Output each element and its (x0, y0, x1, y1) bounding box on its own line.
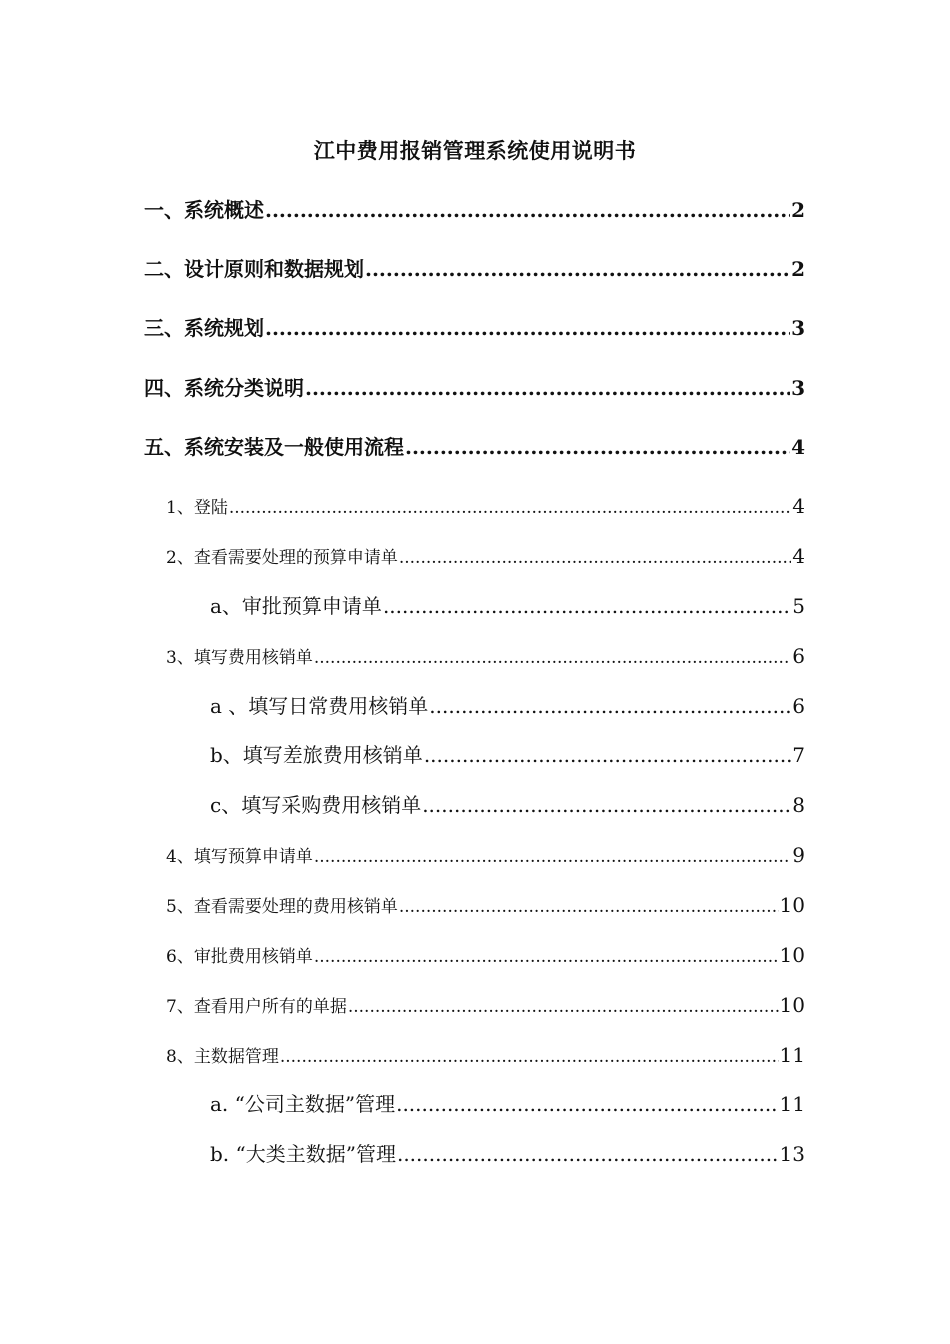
toc-entry-fill-expense-writeoff[interactable] (166, 644, 805, 670)
toc-leader-dots (314, 845, 791, 869)
toc-entry-label: 四、系统分类说明 (144, 376, 304, 400)
toc-entry-label: 3、填写费用核销单 (166, 648, 313, 668)
toc-page-number: 9 (792, 843, 805, 867)
toc-leader-dots (305, 374, 790, 402)
toc-page-number: 4 (792, 544, 805, 568)
toc-leader-dots (429, 692, 791, 720)
toc-entry-login[interactable] (166, 494, 805, 520)
toc-page-number: 11 (779, 1092, 805, 1116)
toc-page-number: 3 (791, 316, 805, 340)
toc-entry-label: 8、主数据管理 (166, 1047, 279, 1067)
toc-page-number: 10 (779, 943, 805, 967)
toc-page-number: 8 (792, 793, 805, 817)
toc-entry-design-principles[interactable] (144, 255, 805, 283)
toc-leader-dots (265, 196, 790, 224)
toc-page-number: 6 (792, 694, 805, 718)
toc-entry-approve-budget-request[interactable] (210, 592, 805, 620)
toc-entry-label: 7、查看用户所有的单据 (166, 997, 347, 1017)
toc-leader-dots (348, 995, 779, 1019)
toc-entry-label: b、填写差旅费用核销单 (210, 743, 423, 767)
toc-leader-dots (397, 1140, 779, 1168)
toc-leader-dots (314, 646, 791, 670)
toc-entry-label: 6、审批费用核销单 (166, 947, 313, 967)
toc-entry-daily-expense-writeoff[interactable] (210, 692, 805, 720)
toc-entry-label: 2、查看需要处理的预算申请单 (166, 548, 398, 568)
toc-page-number: 2 (791, 198, 805, 222)
toc-entry-label: a 、填写日常费用核销单 (210, 694, 429, 718)
toc-entry-system-overview[interactable] (144, 196, 805, 224)
toc-entry-label: a. “公司主数据”管理 (210, 1092, 396, 1116)
toc-leader-dots (365, 255, 790, 283)
toc-entry-label: 4、填写预算申请单 (166, 847, 313, 867)
toc-entry-system-planning[interactable] (144, 314, 805, 342)
toc-page-number: 3 (791, 376, 805, 400)
toc-page-number: 4 (792, 494, 805, 518)
toc-entry-master-data-management[interactable] (166, 1043, 805, 1069)
toc-entry-label: 一、系统概述 (144, 198, 264, 222)
toc-entry-view-budget-requests[interactable] (166, 544, 805, 570)
toc-entry-label: 三、系统规划 (144, 316, 264, 340)
toc-entry-label: 1、登陆 (166, 498, 228, 518)
toc-entry-label: 5、查看需要处理的费用核销单 (166, 897, 398, 917)
toc-leader-dots (405, 433, 790, 461)
toc-leader-dots (422, 791, 791, 819)
toc-entry-label: 五、系统安装及一般使用流程 (144, 435, 404, 459)
document-title: 江中费用报销管理系统使用说明书 (313, 138, 637, 163)
toc-entry-travel-expense-writeoff[interactable] (210, 741, 805, 769)
toc-entry-label: b. “大类主数据”管理 (210, 1142, 396, 1166)
toc-page-number: 10 (779, 993, 805, 1017)
toc-leader-dots (424, 741, 791, 769)
toc-page-number: 10 (779, 893, 805, 917)
toc-leader-dots (399, 895, 779, 919)
toc-entry-installation-usage[interactable] (144, 433, 805, 461)
toc-leader-dots (280, 1045, 779, 1069)
toc-page-number: 11 (779, 1043, 805, 1067)
toc-entry-purchase-expense-writeoff[interactable] (210, 791, 805, 819)
toc-page-number: 7 (792, 743, 805, 767)
toc-entry-company-master-data[interactable] (210, 1090, 805, 1118)
toc-entry-view-expense-writeoffs[interactable] (166, 893, 805, 919)
toc-entry-label: 二、设计原则和数据规划 (144, 257, 364, 281)
toc-leader-dots (314, 945, 779, 969)
toc-page-number: 13 (779, 1142, 805, 1166)
toc-entry-approve-expense-writeoff[interactable] (166, 943, 805, 969)
toc-entry-fill-budget-request[interactable] (166, 843, 805, 869)
toc-entry-system-classification[interactable] (144, 374, 805, 402)
toc-leader-dots (265, 314, 790, 342)
toc-page-number: 6 (792, 644, 805, 668)
toc-page-number: 2 (791, 257, 805, 281)
toc-page-number: 4 (791, 435, 805, 459)
toc-entry-category-master-data[interactable] (210, 1140, 805, 1168)
toc-page-number: 5 (792, 594, 805, 618)
toc-leader-dots (229, 496, 791, 520)
toc-leader-dots (399, 546, 791, 570)
toc-entry-label: c、填写采购费用核销单 (210, 793, 422, 817)
toc-leader-dots (383, 592, 791, 620)
toc-entry-label: a、审批预算申请单 (210, 594, 382, 618)
toc-leader-dots (396, 1090, 778, 1118)
toc-entry-view-user-documents[interactable] (166, 993, 805, 1019)
